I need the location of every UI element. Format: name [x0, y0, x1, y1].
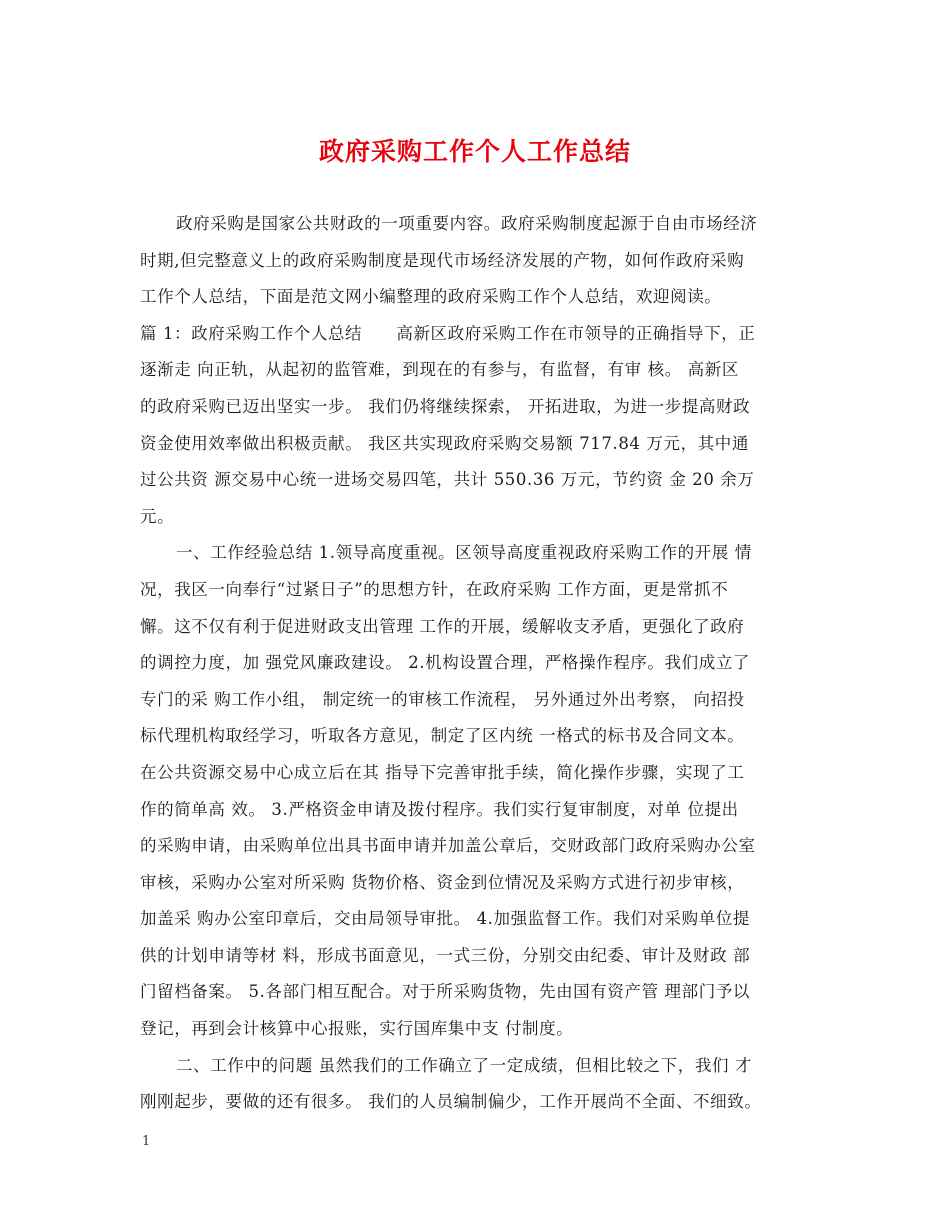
body-line: 专门的采 购工作小组， 制定统一的审核工作流程， 另外通过外出考察， 向招投: [140, 689, 745, 709]
body-line: 在公共资源交易中心成立后在其 指导下完善审批手续，简化操作步骤，实现了工: [140, 762, 745, 782]
body-line: 逐渐走 向正轨，从起初的监管难，到现在的有参与，有监督，有审 核。 高新区: [140, 360, 739, 380]
body-line: 登记，再到会计核算中心报账，实行国库集中支 付制度。: [140, 1019, 574, 1039]
body-line: 的政府采购已迈出坚实一步。 我们仍将继续探索， 开拓进取，为进一步提高财政: [140, 396, 751, 416]
page-number: 1: [142, 1134, 151, 1149]
body-line: 一、工作经验总结 1.领导高度重视。区领导高度重视政府采购工作的开展 情: [176, 543, 752, 563]
body-line: 二、工作中的问题 虽然我们的工作确立了一定成绩，但相比较之下，我们 才: [176, 1055, 752, 1075]
body-line: 况，我区一向奉行“过紧日子”的思想方针，在政府采购 工作方面，更是常抓不: [140, 579, 729, 599]
body-line: 工作个人总结，下面是范文网小编整理的政府采购工作个人总结，欢迎阅读。: [140, 287, 722, 307]
body-line: 懈。这不仅有利于促进财政支出管理 工作的开展，缓解收支矛盾，更强化了政府: [140, 616, 745, 636]
document-body: [140, 206, 816, 1121]
body-line: 作的简单高 效。 3.严格资金申请及拨付程序。我们实行复审制度，对单 位提出: [140, 799, 739, 819]
body-line: 时期,但完整意义上的政府采购制度是现代市场经济发展的产物，如何作政府采购: [140, 250, 745, 270]
body-line: 过公共资 源交易中心统一进场交易四笔，共计 550.36 万元，节约资 金 20 余万: [140, 470, 755, 490]
body-line: 的调控力度，加 强党风廉政建设。 2.机构设置合理，严格操作程序。我们成立了: [140, 653, 751, 673]
body-line: 刚刚起步，要做的还有很多。 我们的人员编制偏少，工作开展尚不全面、不细致。: [140, 1092, 762, 1112]
body-line: 政府采购是国家公共财政的一项重要内容。政府采购制度起源于自由市场经济: [176, 214, 758, 233]
body-line: 的采购申请，由采购单位出具书面申请并加盖公章后，交财政部门政府采购办公室: [140, 836, 756, 856]
body-line: 标代理机构取经学习，听取各方意见，制定了区内统 一格式的标书及合同文本。: [140, 726, 745, 746]
body-line: 加盖采 购办公室印章后，交由局领导审批。 4.加强监督工作。我们对采购单位提: [140, 909, 751, 929]
body-line: 审核，采购办公室对所采购 货物价格、资金到位情况及采购方式进行初步审核，: [140, 872, 745, 892]
body-line: 元。: [140, 506, 175, 526]
document-title: 政府采购工作个人工作总结: [318, 137, 631, 166]
body-line: 门留档备案。 5.各部门相互配合。对于所采购货物，先由国有资产管 理部门予以: [140, 982, 751, 1002]
body-line: 篇 1：政府采购工作个人总结 高新区政府采购工作在市领导的正确指导下，正: [140, 323, 756, 343]
body-line: 资金使用效率做出积极贡献。 我区共实现政府采购交易额 717.84 万元，其中通: [140, 433, 749, 453]
body-line: 供的计划申请等材 料，形成书面意见，一式三份，分别交由纪委、审计及财政 部: [140, 945, 751, 965]
